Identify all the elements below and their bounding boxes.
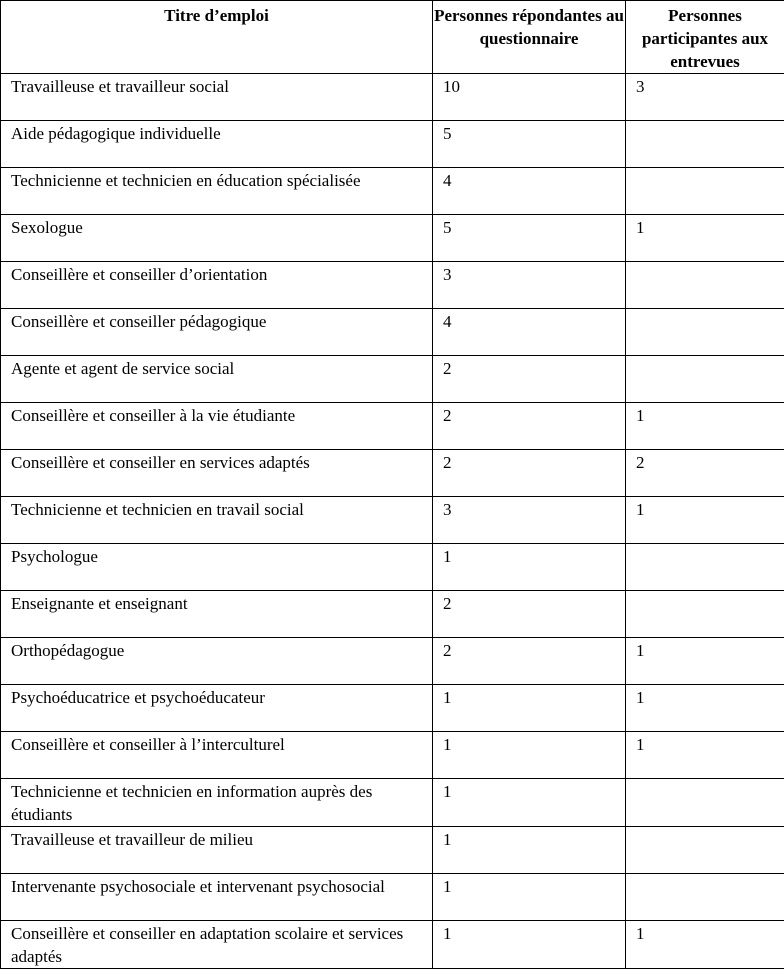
interview-count-cell [626, 591, 784, 638]
header-job-title: Titre d’emploi [1, 1, 433, 74]
questionnaire-count-cell: 5 [433, 215, 626, 262]
table-row [1, 121, 784, 168]
questionnaire-count-cell: 2 [433, 403, 626, 450]
table-row [1, 732, 784, 779]
table-row [1, 309, 784, 356]
questionnaire-count-cell: 3 [433, 497, 626, 544]
table-body [1, 74, 784, 969]
table-row [1, 497, 784, 544]
header-row [1, 1, 784, 74]
questionnaire-count-cell: 1 [433, 827, 626, 874]
questionnaire-count-cell: 1 [433, 685, 626, 732]
interview-count-cell: 1 [626, 921, 784, 969]
questionnaire-count-cell: 1 [433, 779, 626, 827]
table-row [1, 450, 784, 497]
questionnaire-count-cell: 1 [433, 732, 626, 779]
table-row [1, 685, 784, 732]
questionnaire-count-cell: 1 [433, 921, 626, 969]
questionnaire-count-cell: 10 [433, 74, 626, 121]
interview-count-cell [626, 544, 784, 591]
table-row [1, 74, 784, 121]
questionnaire-count-cell: 2 [433, 638, 626, 685]
table-row [1, 921, 784, 969]
job-title-cell: Psychoéducatrice et psychoéducateur [1, 685, 433, 732]
table-row [1, 544, 784, 591]
job-title-cell: Conseillère et conseiller à l’interculturel [1, 732, 433, 779]
table-row [1, 403, 784, 450]
interview-count-cell: 1 [626, 685, 784, 732]
job-title-cell: Intervenante psychosociale et intervenant psychosocial [1, 874, 433, 921]
job-title-cell: Enseignante et enseignant [1, 591, 433, 638]
questionnaire-count-cell: 2 [433, 591, 626, 638]
questionnaire-count-cell: 4 [433, 168, 626, 215]
table-row [1, 827, 784, 874]
interview-count-cell: 3 [626, 74, 784, 121]
table-row [1, 638, 784, 685]
interview-count-cell: 1 [626, 403, 784, 450]
table-row [1, 591, 784, 638]
questionnaire-count-cell: 2 [433, 450, 626, 497]
job-title-cell: Technicienne et technicien en information auprès des étudiants [1, 779, 433, 827]
interview-count-cell [626, 827, 784, 874]
job-title-cell: Travailleuse et travailleur de milieu [1, 827, 433, 874]
questionnaire-count-cell: 1 [433, 544, 626, 591]
table-row [1, 874, 784, 921]
interview-count-cell: 1 [626, 732, 784, 779]
job-title-cell: Conseillère et conseiller d’orientation [1, 262, 433, 309]
interview-count-cell [626, 262, 784, 309]
table-row [1, 215, 784, 262]
job-title-cell: Sexologue [1, 215, 433, 262]
interview-count-cell: 2 [626, 450, 784, 497]
interview-count-cell [626, 356, 784, 403]
questionnaire-count-cell: 5 [433, 121, 626, 168]
questionnaire-count-cell: 1 [433, 874, 626, 921]
job-title-cell: Conseillère et conseiller en services adaptés [1, 450, 433, 497]
questionnaire-count-cell: 4 [433, 309, 626, 356]
questionnaire-count-cell: 2 [433, 356, 626, 403]
header-questionnaire: Personnes répondantes au questionnaire [433, 1, 626, 74]
header-interviews: Personnes participantes aux entrevues [626, 1, 784, 74]
interview-count-cell [626, 874, 784, 921]
job-title-cell: Conseillère et conseiller à la vie étudiante [1, 403, 433, 450]
job-title-cell: Technicienne et technicien en éducation spécialisée [1, 168, 433, 215]
job-title-cell: Psychologue [1, 544, 433, 591]
interview-count-cell [626, 168, 784, 215]
table-row [1, 262, 784, 309]
job-title-cell: Travailleuse et travailleur social [1, 74, 433, 121]
interview-count-cell [626, 121, 784, 168]
interview-count-cell [626, 779, 784, 827]
interview-count-cell: 1 [626, 215, 784, 262]
table-row [1, 779, 784, 827]
table-row [1, 356, 784, 403]
interview-count-cell [626, 309, 784, 356]
job-title-cell: Aide pédagogique individuelle [1, 121, 433, 168]
job-title-cell: Conseillère et conseiller pédagogique [1, 309, 433, 356]
interview-count-cell: 1 [626, 638, 784, 685]
job-title-cell: Orthopédagogue [1, 638, 433, 685]
job-title-cell: Conseillère et conseiller en adaptation scolaire et services adaptés [1, 921, 433, 969]
interview-count-cell: 1 [626, 497, 784, 544]
questionnaire-count-cell: 3 [433, 262, 626, 309]
job-title-cell: Agente et agent de service social [1, 356, 433, 403]
job-title-cell: Technicienne et technicien en travail social [1, 497, 433, 544]
table-row [1, 168, 784, 215]
